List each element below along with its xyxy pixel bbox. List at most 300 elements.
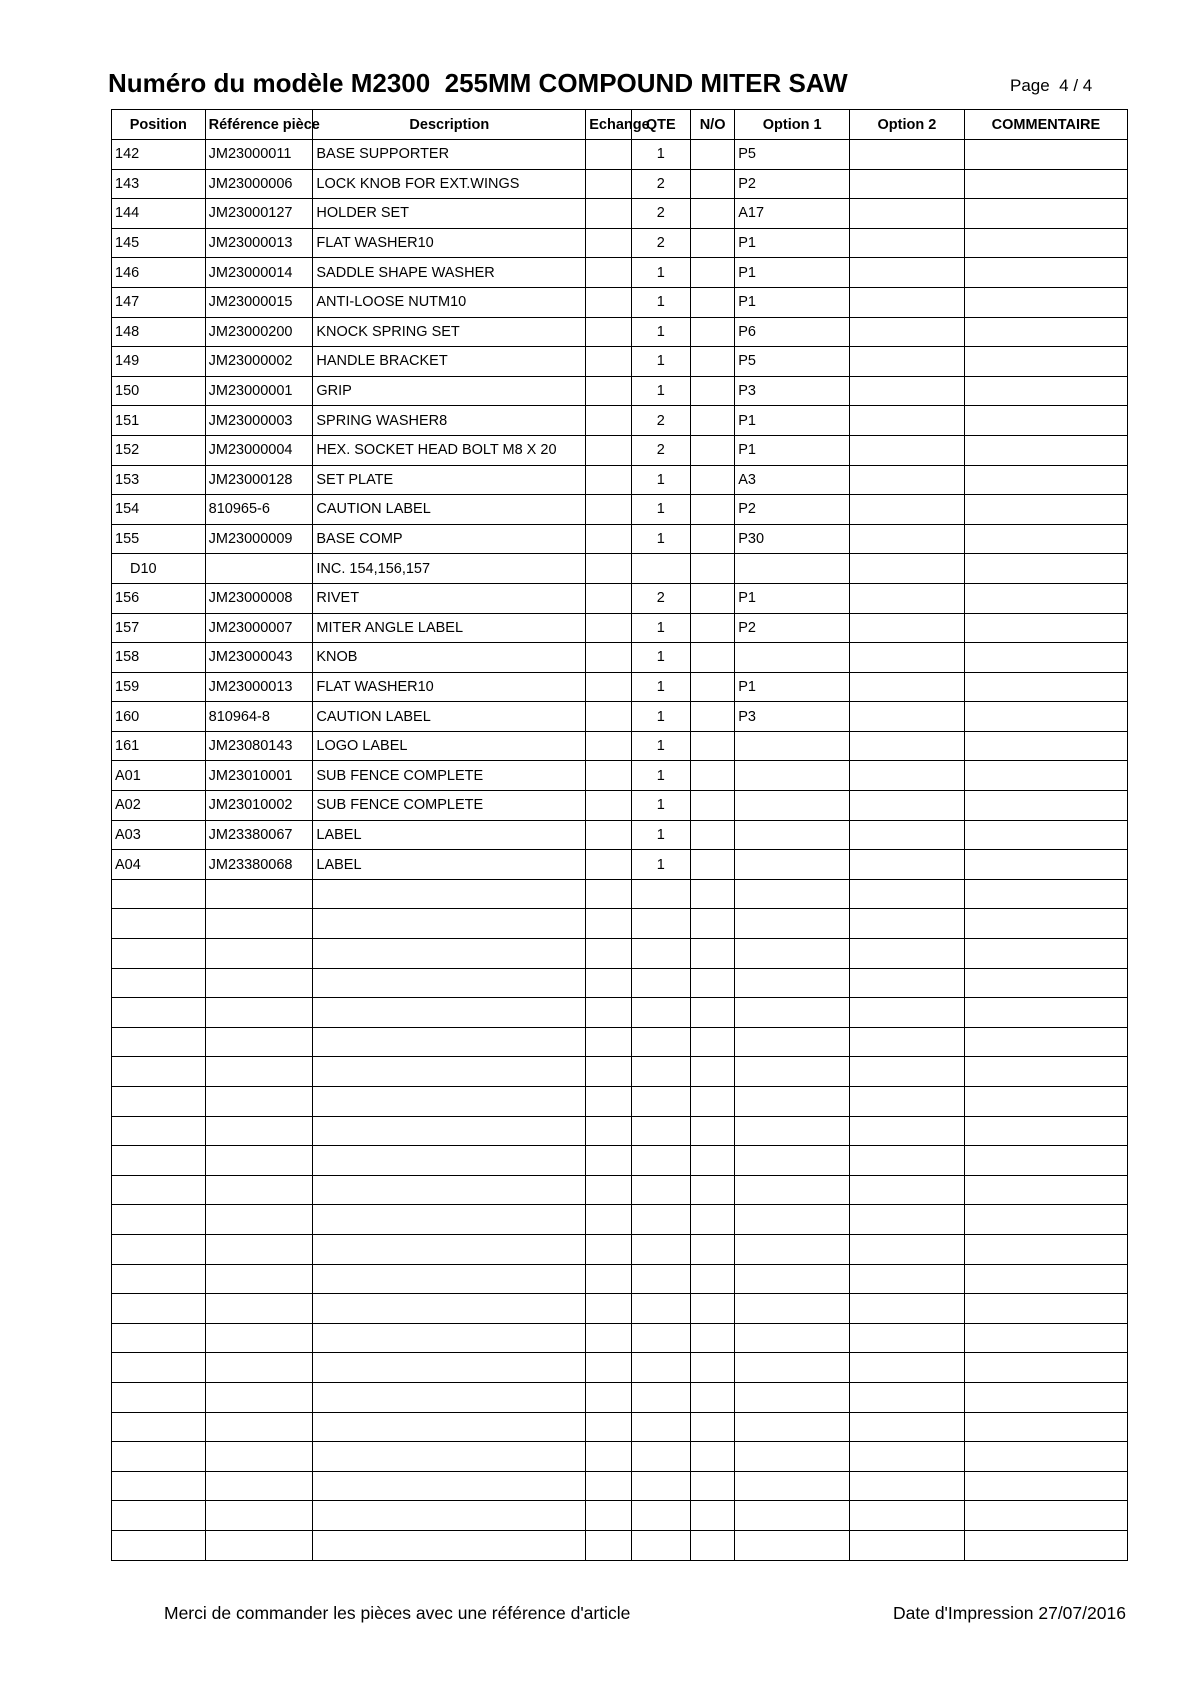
cell-description: LOGO LABEL [313,731,586,761]
table-row [112,731,1128,761]
cell-description [313,968,586,998]
cell-no [690,791,734,821]
cell-position [112,1501,206,1531]
cell-no [690,347,734,377]
cell-reference: JM23010001 [205,761,313,791]
empty-table-row [112,1294,1128,1324]
cell-no [690,879,734,909]
cell-no [690,554,734,584]
cell-reference: JM23380067 [205,820,313,850]
cell-description [313,1501,586,1531]
cell-echange [586,731,631,761]
cell-commentaire [964,702,1127,732]
cell-echange [586,228,631,258]
cell-no [690,1471,734,1501]
cell-option2 [850,1027,965,1057]
cell-echange [586,1471,631,1501]
cell-qte: 1 [631,820,690,850]
table-row [112,169,1128,199]
cell-reference: JM23000128 [205,465,313,495]
cell-position: A01 [112,761,206,791]
cell-description [313,1146,586,1176]
cell-qte: 1 [631,672,690,702]
cell-option1: P5 [735,140,850,170]
cell-position: 147 [112,287,206,317]
cell-option1 [735,643,850,673]
cell-reference [205,1057,313,1087]
cell-no [690,909,734,939]
cell-option2 [850,1264,965,1294]
cell-option1: P30 [735,524,850,554]
cell-commentaire [964,1116,1127,1146]
cell-option1 [735,1146,850,1176]
empty-table-row [112,1234,1128,1264]
empty-table-row [112,1087,1128,1117]
footer-print-date: Date d'Impression 27/07/2016 [893,1603,1126,1623]
cell-option1 [735,1264,850,1294]
cell-position [112,998,206,1028]
cell-position [112,1353,206,1383]
cell-reference [205,1175,313,1205]
cell-echange [586,1382,631,1412]
cell-position: 142 [112,140,206,170]
cell-echange [586,287,631,317]
cell-option2 [850,1234,965,1264]
cell-qte: 2 [631,435,690,465]
cell-reference [205,554,313,584]
cell-option2 [850,1442,965,1472]
cell-reference [205,1116,313,1146]
cell-qte [631,968,690,998]
cell-option2 [850,317,965,347]
cell-option2 [850,1057,965,1087]
cell-reference [205,1442,313,1472]
cell-qte [631,1146,690,1176]
cell-no [690,1234,734,1264]
cell-position: A04 [112,850,206,880]
cell-no [690,199,734,229]
cell-reference [205,1530,313,1560]
cell-option1 [735,761,850,791]
cell-commentaire [964,406,1127,436]
cell-commentaire [964,1234,1127,1264]
cell-reference [205,1087,313,1117]
cell-commentaire [964,554,1127,584]
cell-no [690,939,734,969]
cell-echange [586,435,631,465]
empty-table-row [112,1442,1128,1472]
table-row [112,406,1128,436]
cell-qte: 1 [631,761,690,791]
cell-position [112,968,206,998]
cell-option2 [850,524,965,554]
cell-reference: JM23380068 [205,850,313,880]
cell-position: 161 [112,731,206,761]
cell-no [690,169,734,199]
empty-table-row [112,1116,1128,1146]
cell-option2 [850,169,965,199]
cell-qte: 2 [631,199,690,229]
cell-reference [205,1205,313,1235]
parts-table [111,109,1128,1561]
cell-qte [631,939,690,969]
cell-option1 [735,1057,850,1087]
cell-description [313,1294,586,1324]
cell-option2 [850,228,965,258]
cell-reference: JM23000011 [205,140,313,170]
cell-no [690,1382,734,1412]
cell-commentaire [964,1471,1127,1501]
cell-reference: JM23000014 [205,258,313,288]
cell-echange [586,140,631,170]
cell-qte: 1 [631,347,690,377]
cell-option1 [735,879,850,909]
cell-option1 [735,820,850,850]
cell-echange [586,495,631,525]
cell-reference: JM23000013 [205,228,313,258]
cell-qte: 1 [631,495,690,525]
cell-reference: 810964-8 [205,702,313,732]
table-row [112,850,1128,880]
cell-echange [586,968,631,998]
cell-option2 [850,672,965,702]
cell-description: HOLDER SET [313,199,586,229]
cell-commentaire [964,998,1127,1028]
cell-description [313,1116,586,1146]
cell-option2 [850,879,965,909]
cell-qte [631,1057,690,1087]
cell-echange [586,258,631,288]
cell-commentaire [964,376,1127,406]
cell-position: 156 [112,583,206,613]
cell-position [112,1323,206,1353]
cell-position [112,879,206,909]
cell-description: BASE SUPPORTER [313,140,586,170]
table-row [112,228,1128,258]
col-header-description: Description [313,110,586,140]
table-row [112,702,1128,732]
empty-table-row [112,1323,1128,1353]
cell-no [690,1264,734,1294]
cell-commentaire [964,643,1127,673]
cell-option2 [850,376,965,406]
cell-commentaire [964,1323,1127,1353]
cell-no [690,1530,734,1560]
cell-reference [205,909,313,939]
cell-qte: 1 [631,376,690,406]
cell-no [690,583,734,613]
col-header-qte: QTE [631,110,690,140]
cell-echange [586,554,631,584]
cell-echange [586,1294,631,1324]
cell-no [690,731,734,761]
cell-no [690,761,734,791]
cell-qte [631,1471,690,1501]
cell-option1 [735,1175,850,1205]
cell-no [690,1442,734,1472]
cell-reference: 810965-6 [205,495,313,525]
cell-reference: JM23000043 [205,643,313,673]
empty-table-row [112,1264,1128,1294]
cell-position: D10 [112,554,206,584]
cell-option1: P1 [735,287,850,317]
cell-no [690,1353,734,1383]
cell-no [690,1146,734,1176]
cell-commentaire [964,1205,1127,1235]
table-row [112,317,1128,347]
cell-echange [586,1353,631,1383]
table-row [112,643,1128,673]
cell-description: GRIP [313,376,586,406]
cell-echange [586,613,631,643]
cell-option1: P1 [735,228,850,258]
cell-no [690,1501,734,1531]
cell-position: 144 [112,199,206,229]
empty-table-row [112,1175,1128,1205]
cell-commentaire [964,258,1127,288]
cell-commentaire [964,731,1127,761]
table-row [112,554,1128,584]
cell-reference [205,1234,313,1264]
cell-option2 [850,1530,965,1560]
col-header-option2: Option 2 [850,110,965,140]
empty-table-row [112,1501,1128,1531]
document-title: Numéro du modèle M2300 255MM COMPOUND MITER SAW [108,68,848,98]
cell-reference [205,1294,313,1324]
cell-option1 [735,1412,850,1442]
cell-option2 [850,643,965,673]
empty-table-row [112,1471,1128,1501]
cell-reference: JM23000003 [205,406,313,436]
cell-option1 [735,1530,850,1560]
cell-no [690,1294,734,1324]
cell-option1 [735,1501,850,1531]
cell-option2 [850,1323,965,1353]
cell-echange [586,1412,631,1442]
cell-no [690,524,734,554]
cell-position [112,909,206,939]
cell-option2 [850,287,965,317]
col-header-commentaire: COMMENTAIRE [964,110,1127,140]
cell-commentaire [964,850,1127,880]
cell-description [313,1471,586,1501]
cell-echange [586,1530,631,1560]
cell-echange [586,376,631,406]
empty-table-row [112,1027,1128,1057]
cell-position [112,1471,206,1501]
cell-position: 151 [112,406,206,436]
table-row [112,791,1128,821]
cell-echange [586,465,631,495]
cell-commentaire [964,169,1127,199]
cell-option2 [850,1205,965,1235]
cell-description [313,1442,586,1472]
cell-option2 [850,1087,965,1117]
cell-position: 160 [112,702,206,732]
cell-echange [586,583,631,613]
cell-description: LABEL [313,820,586,850]
cell-option2 [850,791,965,821]
cell-qte [631,1442,690,1472]
cell-position: 148 [112,317,206,347]
cell-option2 [850,1412,965,1442]
cell-reference [205,1264,313,1294]
cell-reference: JM23000009 [205,524,313,554]
cell-no [690,258,734,288]
cell-option2 [850,1501,965,1531]
cell-description: RIVET [313,583,586,613]
cell-commentaire [964,1501,1127,1531]
cell-qte: 1 [631,731,690,761]
cell-option1: P1 [735,672,850,702]
table-row [112,465,1128,495]
cell-no [690,465,734,495]
cell-reference [205,998,313,1028]
cell-no [690,1205,734,1235]
cell-echange [586,850,631,880]
cell-echange [586,1234,631,1264]
page-indicator: Page 4 / 4 [1010,76,1093,95]
cell-qte: 1 [631,465,690,495]
cell-description [313,1530,586,1560]
cell-position [112,1146,206,1176]
cell-reference: JM23000006 [205,169,313,199]
cell-commentaire [964,1057,1127,1087]
cell-option2 [850,583,965,613]
cell-description: BASE COMP [313,524,586,554]
cell-option1 [735,909,850,939]
cell-commentaire [964,435,1127,465]
empty-table-row [112,968,1128,998]
cell-option2 [850,1146,965,1176]
cell-reference: JM23000001 [205,376,313,406]
empty-table-row [112,1530,1128,1560]
cell-commentaire [964,968,1127,998]
cell-commentaire [964,583,1127,613]
cell-position: 145 [112,228,206,258]
cell-qte: 1 [631,317,690,347]
cell-position: 152 [112,435,206,465]
cell-option1: P2 [735,495,850,525]
cell-echange [586,1442,631,1472]
cell-qte [631,1087,690,1117]
cell-reference: JM23000015 [205,287,313,317]
cell-position [112,1442,206,1472]
cell-qte: 1 [631,702,690,732]
empty-table-row [112,1412,1128,1442]
cell-no [690,317,734,347]
cell-commentaire [964,524,1127,554]
cell-description [313,1205,586,1235]
cell-commentaire [964,613,1127,643]
cell-description: HEX. SOCKET HEAD BOLT M8 X 20 [313,435,586,465]
cell-no [690,435,734,465]
cell-echange [586,820,631,850]
table-row [112,140,1128,170]
cell-description: LABEL [313,850,586,880]
cell-description [313,909,586,939]
cell-option1 [735,1382,850,1412]
cell-option1: A17 [735,199,850,229]
cell-qte: 1 [631,850,690,880]
cell-description: HANDLE BRACKET [313,347,586,377]
cell-description: FLAT WASHER10 [313,672,586,702]
cell-no [690,495,734,525]
cell-option1: A3 [735,465,850,495]
cell-position [112,1412,206,1442]
cell-option1: P2 [735,613,850,643]
cell-option2 [850,702,965,732]
cell-option1 [735,791,850,821]
cell-position: 150 [112,376,206,406]
table-row [112,347,1128,377]
cell-option2 [850,199,965,229]
cell-commentaire [964,1264,1127,1294]
cell-qte [631,1027,690,1057]
cell-commentaire [964,228,1127,258]
cell-description: SUB FENCE COMPLETE [313,761,586,791]
cell-option1: P2 [735,169,850,199]
cell-commentaire [964,495,1127,525]
cell-qte [631,1323,690,1353]
cell-option2 [850,435,965,465]
cell-no [690,406,734,436]
cell-description [313,1027,586,1057]
cell-option2 [850,1382,965,1412]
cell-qte [631,1501,690,1531]
cell-reference [205,1353,313,1383]
cell-option1 [735,1116,850,1146]
cell-description: KNOCK SPRING SET [313,317,586,347]
cell-echange [586,761,631,791]
empty-table-row [112,1205,1128,1235]
cell-qte: 1 [631,643,690,673]
cell-position: 158 [112,643,206,673]
cell-position [112,1027,206,1057]
cell-option1 [735,998,850,1028]
cell-echange [586,672,631,702]
cell-description: SET PLATE [313,465,586,495]
cell-commentaire [964,347,1127,377]
cell-echange [586,939,631,969]
cell-option1: P3 [735,702,850,732]
cell-echange [586,317,631,347]
empty-table-row [112,909,1128,939]
cell-commentaire [964,791,1127,821]
cell-reference: JM23010002 [205,791,313,821]
cell-reference [205,1146,313,1176]
footer-order-note: Merci de commander les pièces avec une référence d'article [164,1603,631,1623]
cell-no [690,968,734,998]
cell-no [690,376,734,406]
cell-commentaire [964,909,1127,939]
table-row [112,820,1128,850]
cell-reference [205,1323,313,1353]
cell-description [313,1353,586,1383]
cell-no [690,1027,734,1057]
col-header-no: N/O [690,110,734,140]
cell-option1: P1 [735,406,850,436]
cell-position: 143 [112,169,206,199]
cell-reference: JM23080143 [205,731,313,761]
cell-commentaire [964,820,1127,850]
cell-option1: P5 [735,347,850,377]
cell-position [112,1382,206,1412]
cell-option1: P1 [735,258,850,288]
cell-no [690,1087,734,1117]
cell-commentaire [964,1146,1127,1176]
cell-option2 [850,1294,965,1324]
